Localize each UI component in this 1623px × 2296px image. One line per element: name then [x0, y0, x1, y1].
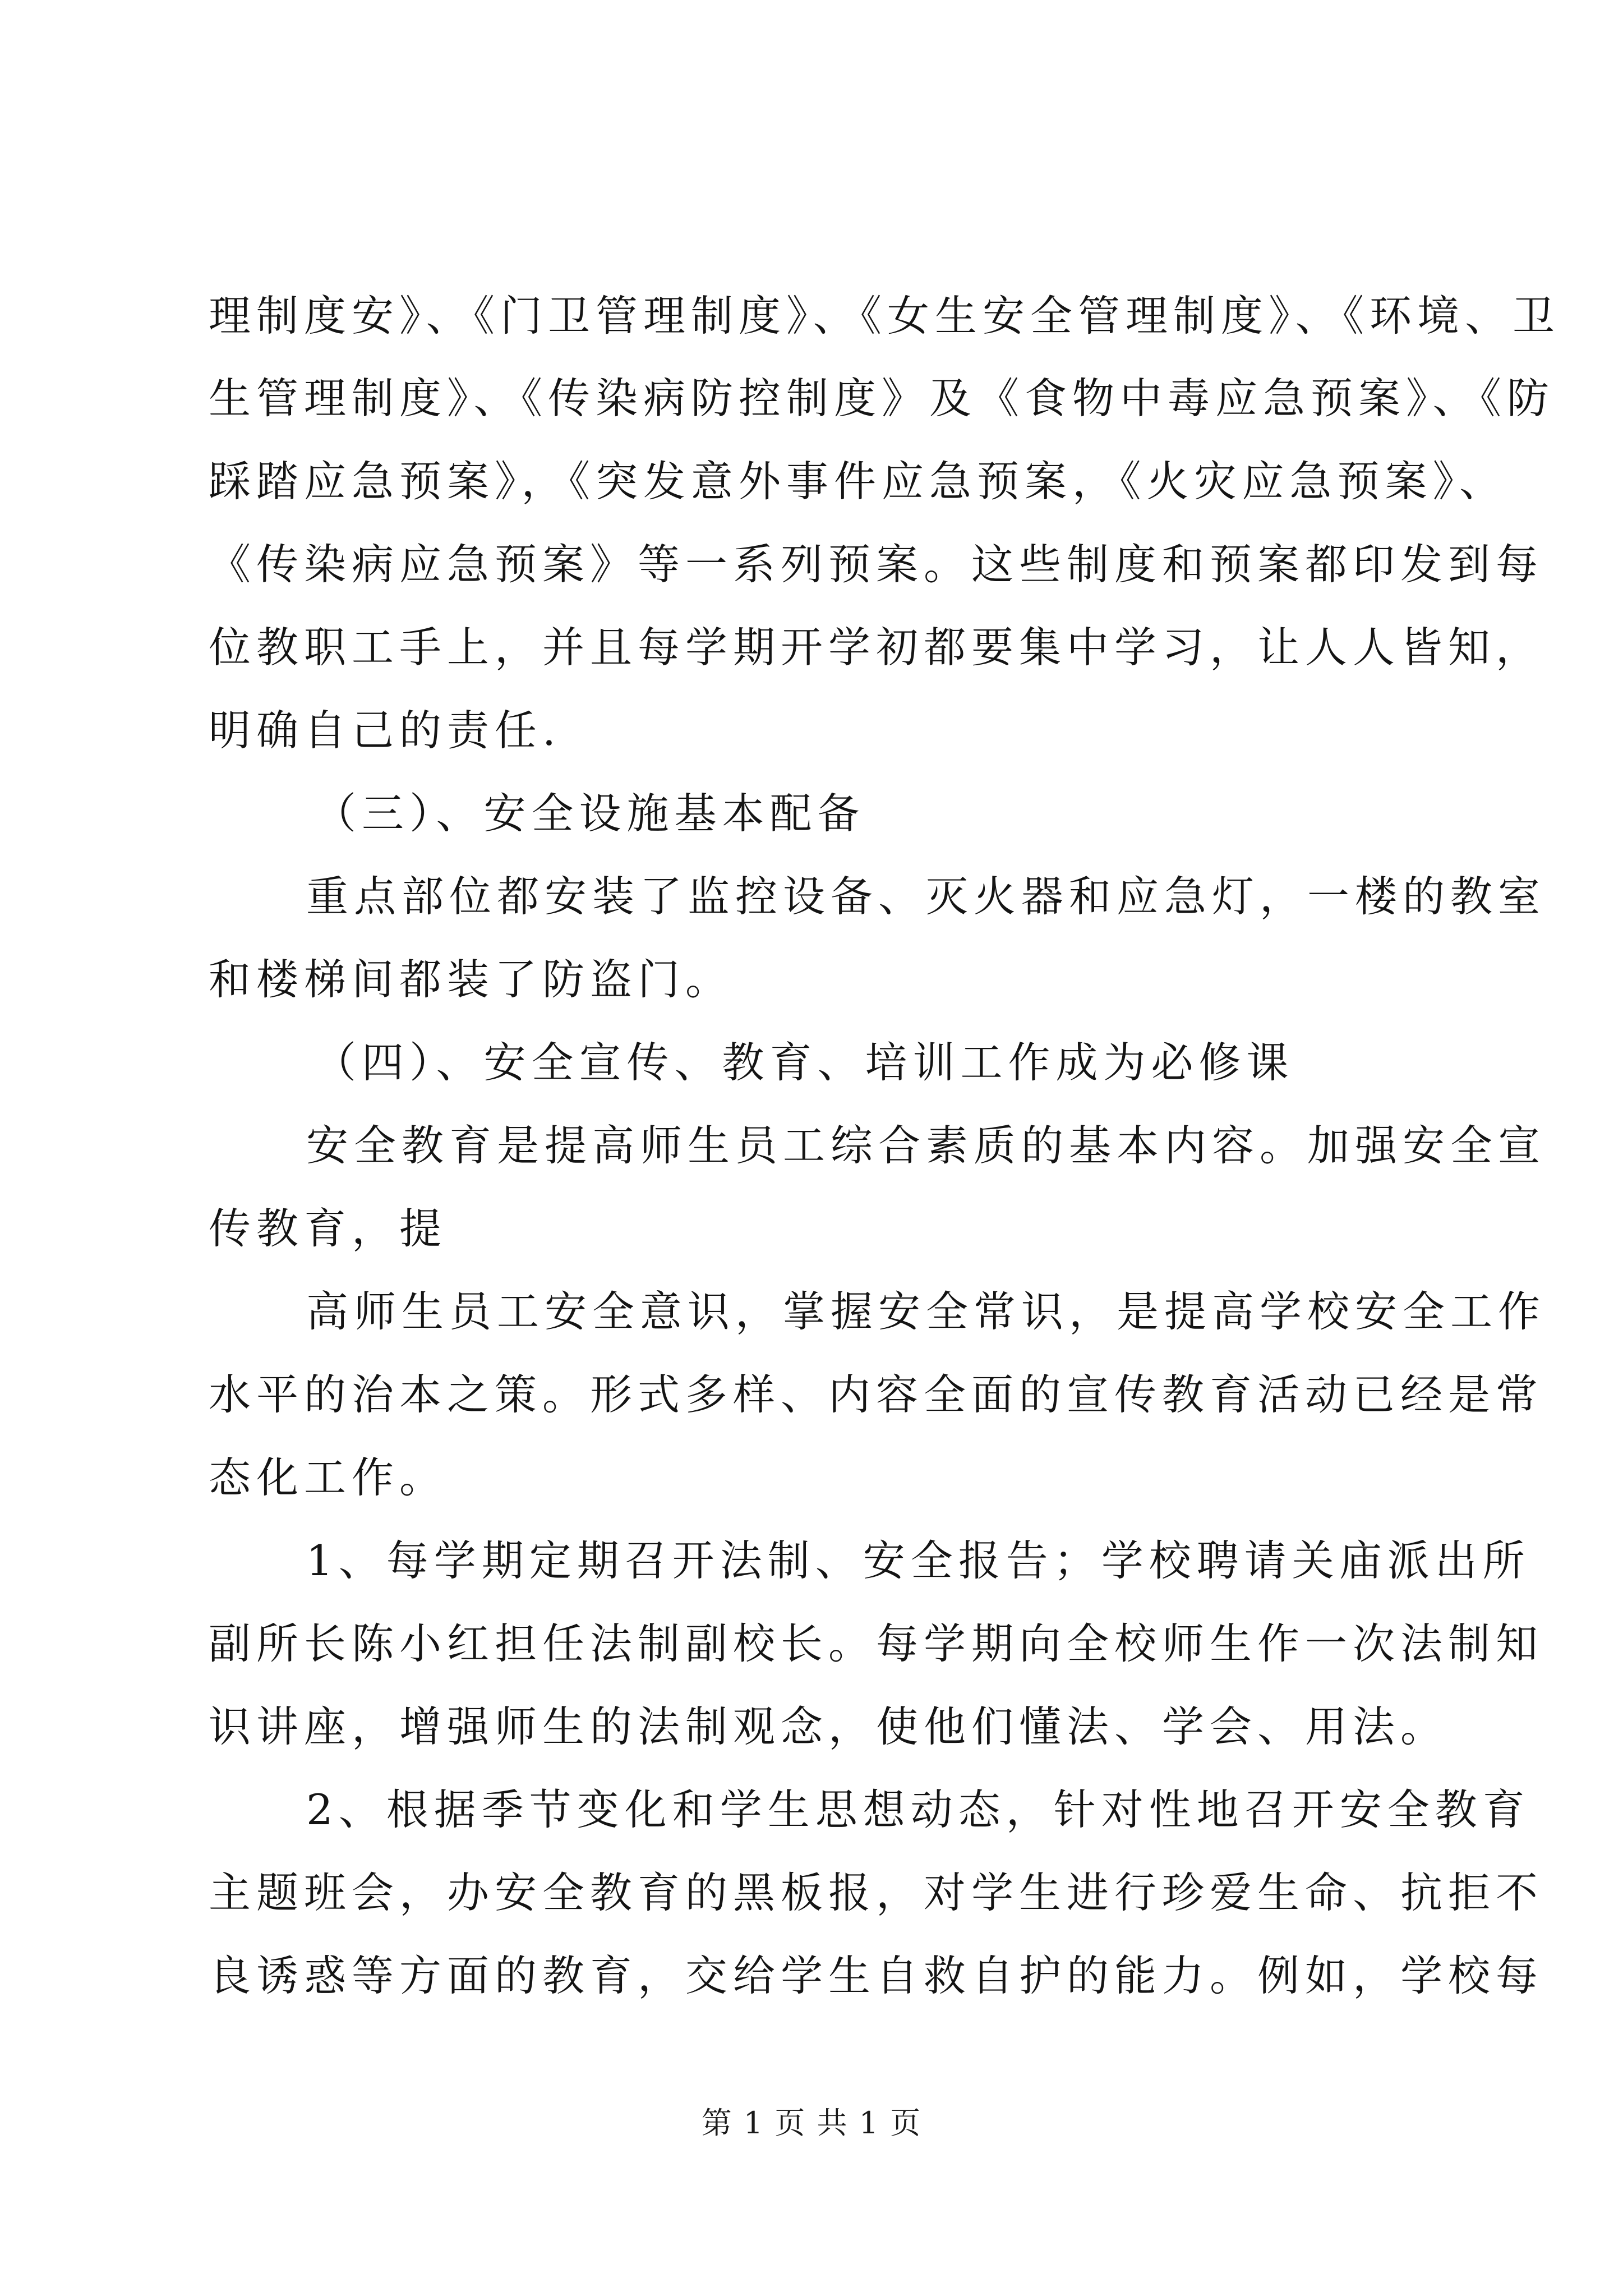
paragraph-line: 明确自己的责任.	[209, 706, 561, 755]
paragraph-line: 踩踏应急预案》，《突发意外事件应急预案，《火灾应急预案》、	[209, 457, 1507, 506]
paragraph-line: 主题班会，办安全教育的黑板报，对学生进行珍爱生命、抗拒不	[209, 1868, 1544, 1917]
paragraph-line: 重点部位都安装了监控设备、灭火器和应急灯，一楼的教室	[306, 872, 1546, 921]
paragraph-line: 理制度安》、《门卫管理制度》、《女生安全管理制度》、《环境、卫	[209, 291, 1561, 341]
paragraph-line: 水平的治本之策。形式多样、内容全面的宣传教育活动已经是常	[209, 1370, 1544, 1419]
paragraph-line: 位教职工手上，并且每学期开学初都要集中学习，让人人皆知，	[209, 623, 1544, 672]
section-heading: （三）、安全设施基本配备	[314, 789, 865, 838]
paragraph-line: 和楼梯间都装了防盗门。	[209, 955, 734, 1004]
section-heading: （四）、安全宣传、教育、培训工作成为必修课	[314, 1038, 1294, 1087]
paragraph-line: 识讲座，增强师生的法制观念，使他们懂法、学会、用法。	[209, 1702, 1449, 1751]
paragraph-line: 2、根据季节变化和学生思想动态，针对性地召开安全教育	[306, 1785, 1530, 1834]
paragraph-line: 良诱惑等方面的教育，交给学生自救自护的能力。例如，学校每	[209, 1951, 1544, 2000]
paragraph-line: 态化工作。	[209, 1453, 448, 1502]
paragraph-line: 副所长陈小红担任法制副校长。每学期向全校师生作一次法制知	[209, 1619, 1544, 1668]
paragraph-line: 传教育，提	[209, 1204, 448, 1253]
page-number-footer: 第 1 页 共 1 页	[701, 2105, 922, 2141]
paragraph-line: 生管理制度》、《传染病防控制度》及《食物中毒应急预案》、《防	[209, 374, 1555, 423]
paragraph-line: 安全教育是提高师生员工综合素质的基本内容。加强安全宣	[306, 1121, 1546, 1170]
paragraph-line: 《传染病应急预案》等一系列预案。这些制度和预案都印发到每	[209, 540, 1544, 589]
paragraph-line: 高师生员工安全意识，掌握安全常识，是提高学校安全工作	[306, 1287, 1546, 1336]
paragraph-line: 1、每学期定期召开法制、安全报告；学校聘请关庙派出所	[306, 1536, 1530, 1585]
